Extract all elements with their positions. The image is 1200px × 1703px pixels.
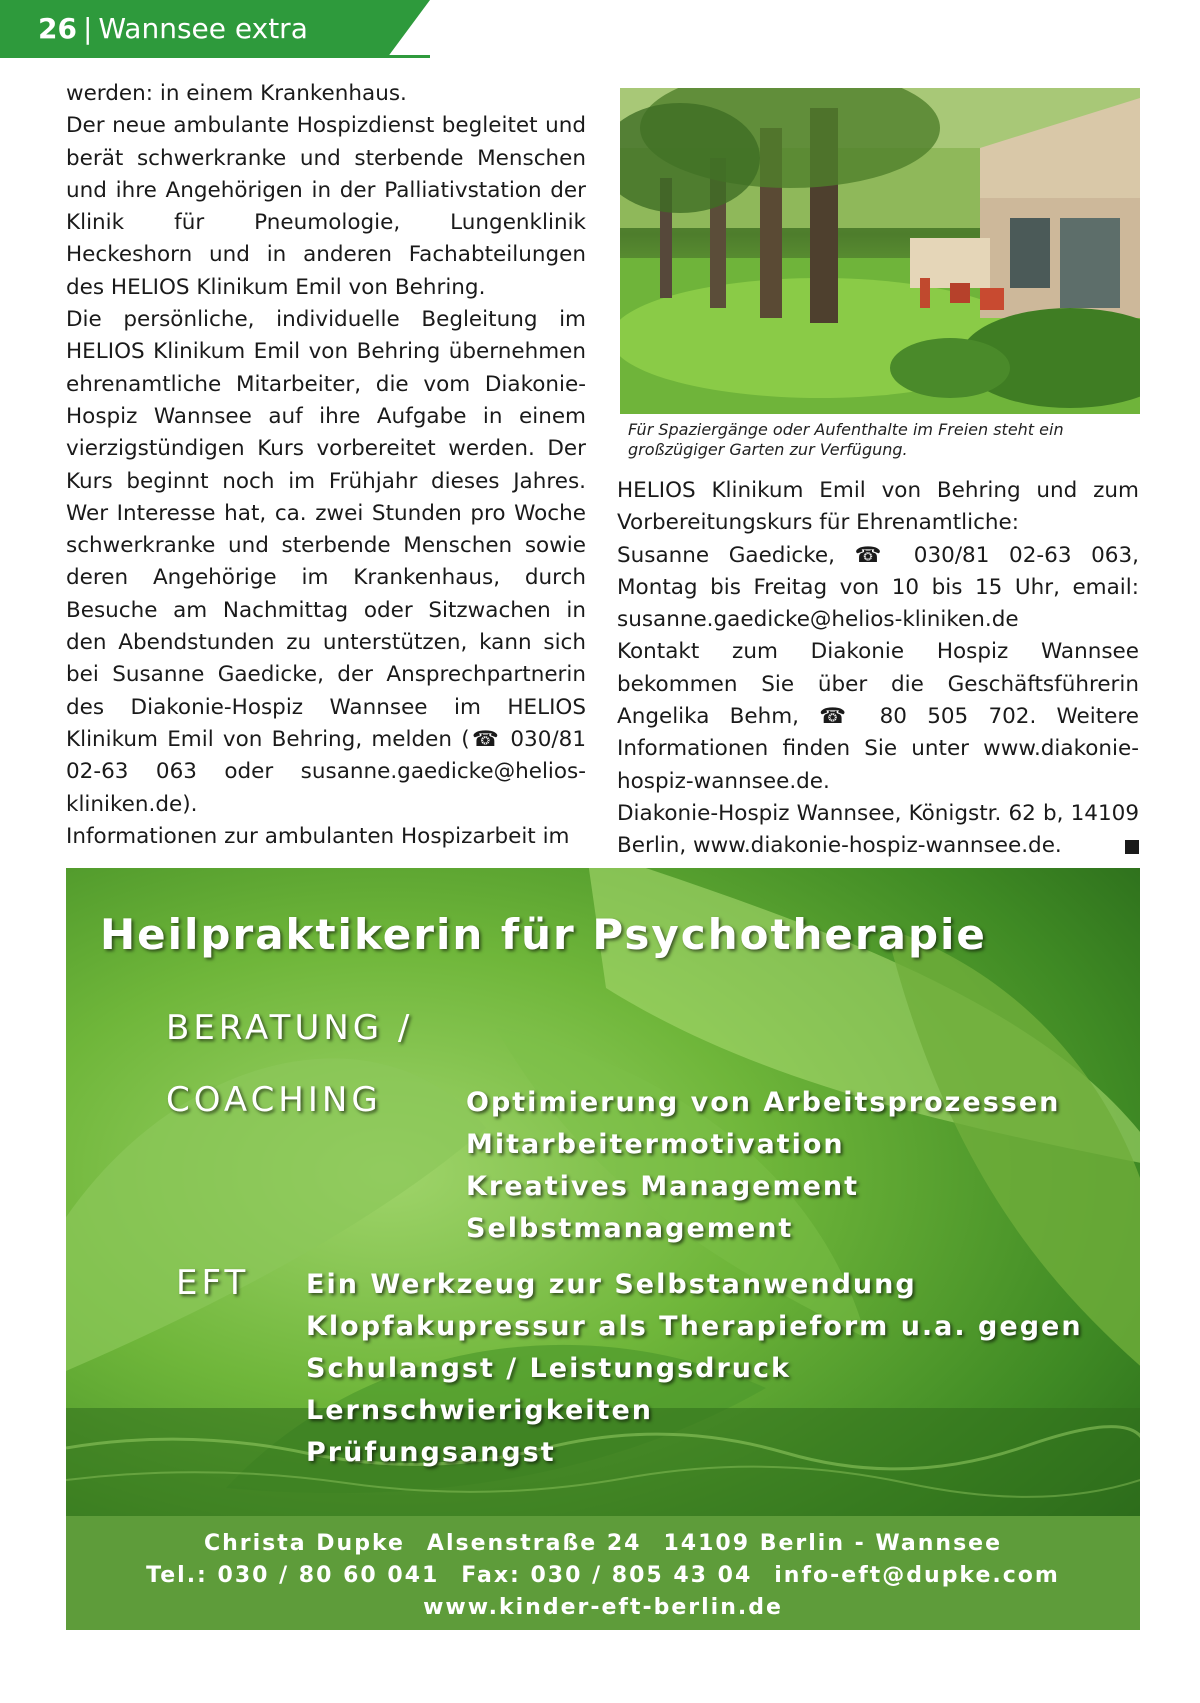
article-paragraph: Die persönliche, individuelle Begleitung im HELIOS Klinikum Emil von Behring übernehmen ehrenamtliche Mitarbeiter, die vom Diakonie-Hospiz Wannsee auf ihre Aufgabe in einem vierzigstündigen Kurs vorbereitet werden. Der Kurs beginnt noch im Frühjahr dieses Jahres. Wer Interesse hat, ca. zwei Stunden pro Woche schwerkranke und sterbende Menschen sowie deren Angehörige im Krankenhaus, durch Besuche am Nachmittag oder Sitzwachen in den Abendstunden zu unterstützen, kann sich bei Susanne Gaedicke, der Ansprechpartnerin des Diakonie-Hospiz Wannsee im HELIOS Klinikum Emil von Behring, melden (☎ 030/81 02-63 063 oder susanne.gaedicke@helios-kliniken.de). (66, 307, 586, 817)
photo-caption: Für Spaziergänge oder Aufenthalte im Freien steht ein großzügiger Garten zur Verfügung. (628, 420, 1064, 459)
page-number: 26 (38, 12, 77, 45)
coaching-list (466, 1082, 1060, 1250)
article-paragraph: werden: in einem Krankenhaus. (66, 81, 407, 106)
eft-item: Schulangst / Leistungsdruck (306, 1353, 791, 1384)
contact-street: Alsenstraße 24 (426, 1531, 642, 1556)
contact-city: 14109 Berlin - Wannsee (663, 1531, 1003, 1556)
contact-email: info-eft@dupke.com (774, 1563, 1060, 1588)
coaching-item: Mitarbeitermotivation (466, 1129, 845, 1160)
coaching-item: Selbstmanagement (466, 1213, 794, 1244)
advertisement (66, 868, 1140, 1630)
header-separator: | (82, 12, 93, 45)
contact-phone: Tel.: 030 / 80 60 041 (146, 1563, 440, 1588)
contact-name: Christa Dupke (203, 1531, 405, 1556)
article-paragraph: Informationen zur ambulanten Hospizarbeit im (66, 823, 570, 849)
eft-item: Ein Werkzeug zur Selbstanwendung (306, 1269, 917, 1300)
end-of-article-mark (1125, 840, 1139, 854)
contact-website: www.kinder-eft-berlin.de (423, 1595, 783, 1620)
ad-title: Heilpraktikerin für Psychotherapie (100, 910, 987, 959)
ad-coaching-heading: COACHING (166, 1080, 382, 1120)
article-paragraph (617, 798, 1139, 863)
coaching-item: Optimierung von Arbeitsprozessen (466, 1087, 1061, 1118)
article-paragraph: HELIOS Klinikum Emil von Behring und zum Vorbereitungskurs für Ehrenamtliche: (617, 478, 1139, 536)
eft-item: Prüfungsangst (306, 1437, 556, 1468)
header-rule (0, 55, 430, 58)
ad-eft-heading: EFT (176, 1263, 250, 1303)
article-paragraph: Der neue ambulante Hospizdienst begleitet und berät schwerkranke und sterbende Menschen und ihre Angehörigen in der Palliativstation der Klinik für Pneumologie, Lungenklinik Heckeshorn und in anderen Fachabteilungen des HELIOS Klinikum Emil von Behring. (66, 113, 586, 300)
section-title: Wannsee extra (98, 12, 308, 45)
ad-contact-footer (66, 1516, 1140, 1630)
coaching-item: Kreatives Management (466, 1171, 860, 1202)
ad-beratung-heading: BERATUNG / (166, 1008, 414, 1048)
article-left-column (66, 78, 586, 853)
page-header (38, 14, 308, 44)
garden-photo (620, 88, 1140, 414)
eft-item: Klopfakupressur als Therapieform u.a. gegen (306, 1311, 1083, 1342)
eft-item: Lernschwierigkeiten (306, 1395, 653, 1426)
eft-list (306, 1264, 1083, 1474)
article-paragraph: Susanne Gaedicke, ☎ 030/81 02-63 063, Montag bis Freitag von 10 bis 15 Uhr, email: susanne.gaedicke@helios-kliniken.de (617, 542, 1139, 633)
article-right-column (617, 475, 1139, 863)
garden-illustration (620, 88, 1140, 414)
contact-fax: Fax: 030 / 805 43 04 (461, 1563, 753, 1588)
article-paragraph: Kontakt zum Diakonie Hospiz Wannsee bekommen Sie über die Geschäftsführerin Angelika Behm, ☎ 80 505 702. Weitere Informationen finden Sie unter www.diakonie-hospiz-wannsee.de. (617, 639, 1139, 794)
address-text: Diakonie-Hospiz Wannsee, Königstr. 62 b, 14109 Berlin, www.diakonie-hospiz-wannsee.de. (617, 800, 1139, 859)
